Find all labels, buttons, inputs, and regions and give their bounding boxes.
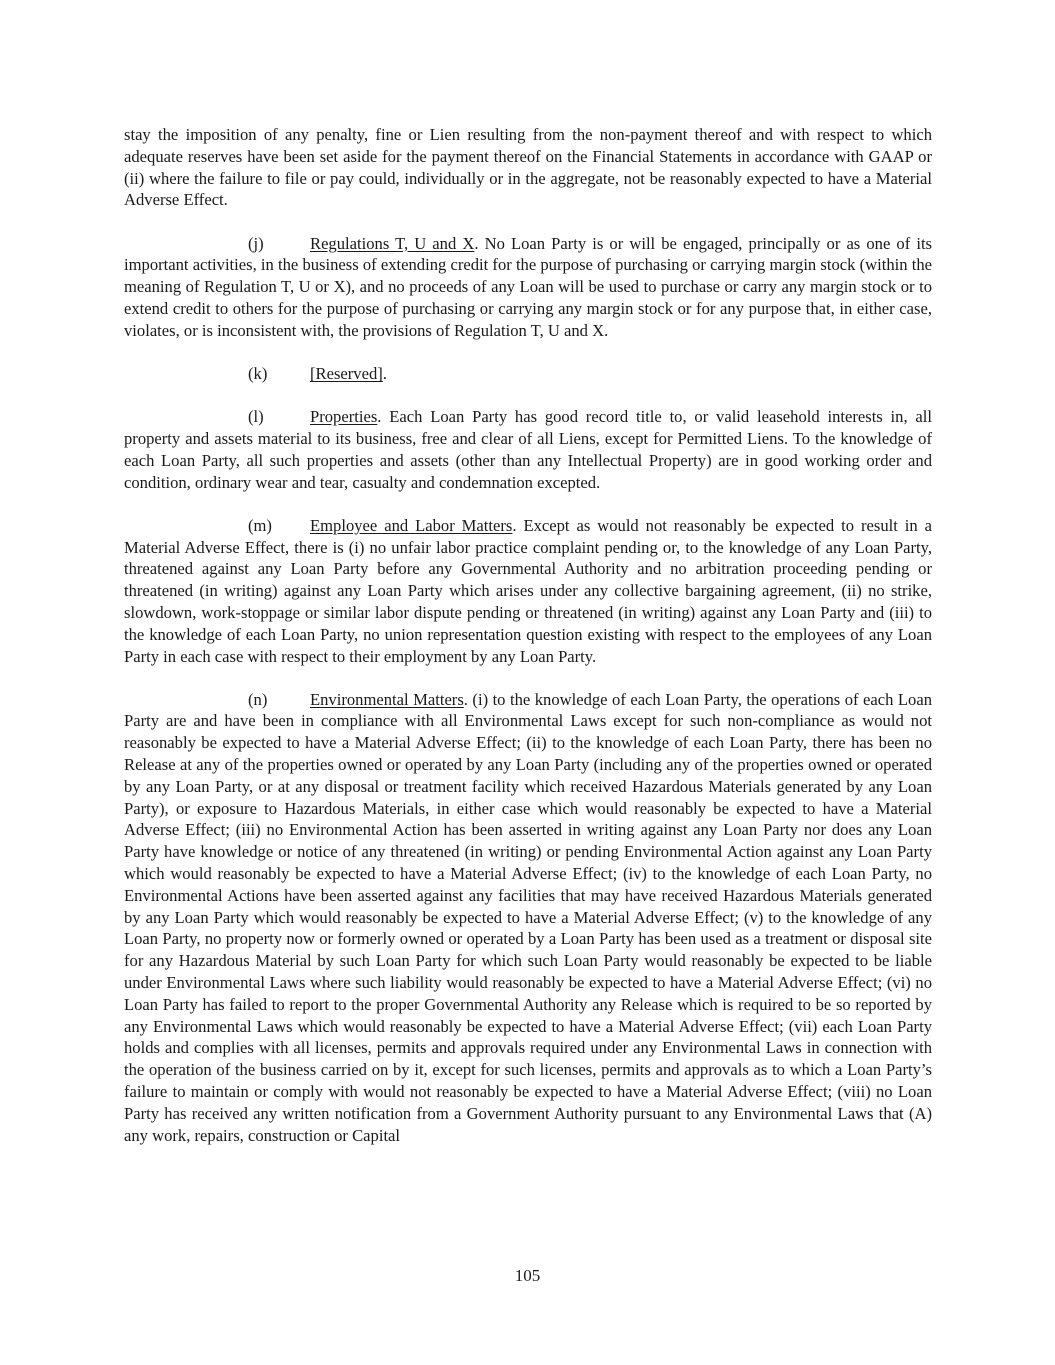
- section-heading: Employee and Labor Matters: [310, 515, 513, 535]
- section-n: [124, 689, 932, 1147]
- page-number: 105: [514, 1266, 541, 1285]
- intro-paragraph: stay the imposition of any penalty, fine or Lien resulting from the non-payment thereof and with respect to which adequate reserves have been set aside for the payment thereof on the Financial Statements in accordance with GAAP or (ii) where the failure to file or pay could, individually or in the aggregate, not be reasonably expected to have a Material Adverse Effect.: [124, 125, 932, 210]
- section-label: (n): [248, 689, 268, 709]
- section-label: (l): [248, 407, 264, 427]
- section-label: (j): [248, 233, 264, 253]
- section-text: . No Loan Party is or will be engaged, principally or as one of its important activities, in the business of extending credit for the purpose of purchasing or carrying margin stock (within the meaning of Regulation T, U or X), and no proceeds of any Loan will be used to purchase or carry any margin stock or to extend credit to others for the purpose of purchasing or carrying any margin stock or for any purpose that, in either case, violates, or is inconsistent with, the provisions of Regulation T, U and X.: [124, 233, 933, 340]
- section-text: . (i) to the knowledge of each Loan Party, the operations of each Loan Party are and have been in compliance with all Environmental Laws except for such non-compliance as would not reasonably be expected to have a Material Adverse Effect; (ii) to the knowledge of each Loan Party, there has been no Release at any of the properties owned or operated by any Loan Party (including any of the properties owned or operated by any Loan Party, or at any disposal or treatment facility which received Hazardous Materials generated by any Loan Party), or exposure to Hazardous Materials, in either case which would reasonably be expected to have a Material Adverse Effect; (iii) no Environmental Action has been asserted in writing against any Loan Party nor does any Loan Party have knowledge or notice of any threatened (in writing) or pending Environmental Action against any Loan Party which would reasonably be expected to have a Material Adverse Effect; (iv) to the knowledge of each Loan Party, no Environmental Actions have been asserted against any facilities that may have received Hazardous Materials generated by any Loan Party which would reasonably be expected to have a Material Adverse Effect; (v) to the knowledge of any Loan Party, no property now or formerly owned or operated by a Loan Party has been used as a treatment or disposal site for any Hazardous Material by such Loan Party for which such Loan Party would reasonably be expected to be liable under Environmental Laws where such liability would reasonably be expected to have a Material Adverse Effect; (vi) no Loan Party has failed to report to the proper Governmental Authority any Release which is required to be so reported by any Environmental Laws which would reasonably be expected to have a Material Adverse Effect; (vii) each Loan Party holds and complies with all licenses, permits and approvals required under any Environmental Laws in connection with the operation of the business carried on by it, except for such licenses, permits and approvals as to which a Loan Party’s failure to maintain or comply with would not reasonably be expected to have a Material Adverse Effect; (viii) no Loan Party has received any written notification from a Government Authority pursuant to any Environmental Laws that (A) any work, repairs, construction or Capital: [124, 689, 933, 1145]
- section-label: (m): [248, 515, 272, 535]
- section-text: . Each Loan Party has good record title to, or valid leasehold interests in, all property and assets material to its business, free and clear of all Liens, except for Permitted Liens. To the knowledge of each Loan Party, all such properties and assets (other than any Intellectual Property) are in good working order and condition, ordinary wear and tear, casualty and condemnation excepted.: [124, 407, 932, 492]
- section-heading: Properties: [310, 407, 378, 427]
- section-text: . Except as would not reasonably be expected to result in a Material Adverse Effect, there is (i) no unfair labor practice complaint pending or, to the knowledge of any Loan Party, threatened against any Loan Party before any Governmental Authority and no arbitration proceeding pending or threatened (in writing) against any Loan Party which arises under any collective bargaining agreement, (ii) no strike, slowdown, work-stoppage or similar labor dispute pending or threatened (in writing) against any Loan Party and (iii) to the knowledge of each Loan Party, no union representation question existing with respect to the employees of any Loan Party in each case with respect to their employment by any Loan Party.: [124, 515, 932, 666]
- section-text: .: [382, 363, 387, 383]
- section-m: [124, 515, 932, 668]
- section-heading: Environmental Matters: [310, 689, 464, 709]
- section-label: (k): [248, 363, 268, 383]
- section-j: [124, 233, 932, 342]
- section-l: [124, 406, 932, 493]
- document-body: [124, 124, 932, 1168]
- section-heading: Regulations T, U and X: [310, 233, 475, 253]
- section-heading: [Reserved]: [310, 363, 383, 383]
- section-k: [124, 363, 932, 385]
